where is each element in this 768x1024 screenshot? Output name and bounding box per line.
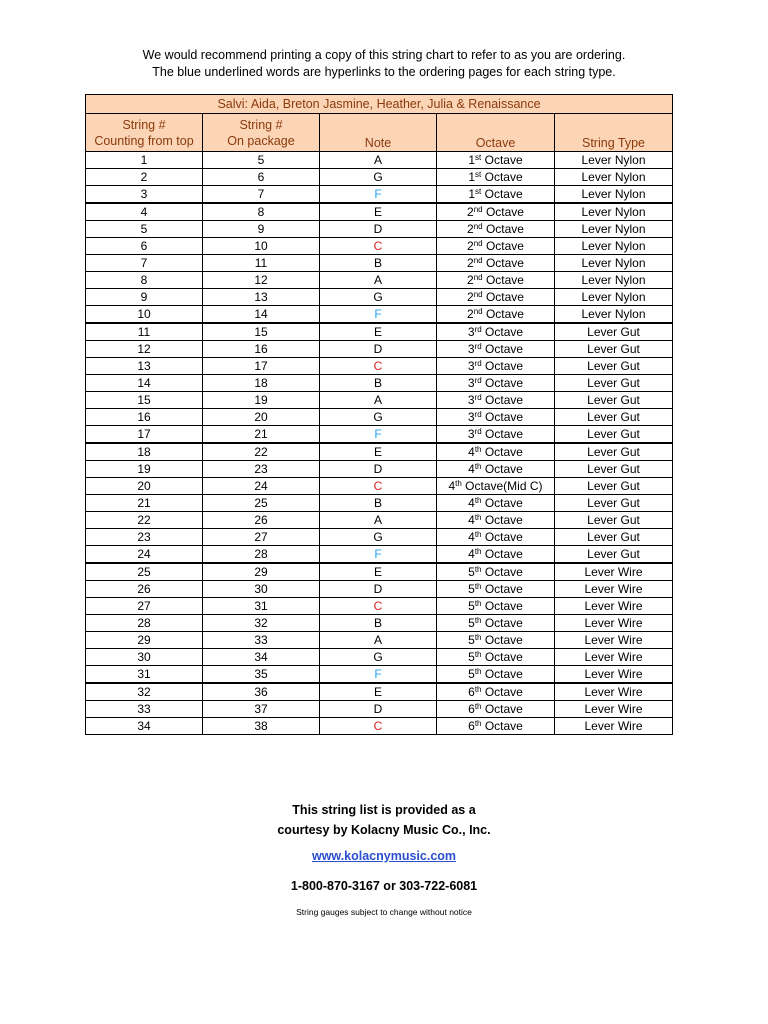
table-row: [86, 203, 673, 221]
cell-octave: 3rd Octave: [437, 392, 555, 409]
cell-note: C: [320, 718, 437, 735]
cell-string-number: 7: [86, 255, 203, 272]
table-row: [86, 152, 673, 169]
table-row: [86, 323, 673, 341]
cell-string-number: 28: [86, 615, 203, 632]
cell-package-number: 32: [203, 615, 320, 632]
cell-octave: 6th Octave: [437, 701, 555, 718]
cell-string-number: 4: [86, 203, 203, 221]
cell-string-type: Lever Wire: [555, 718, 673, 735]
cell-string-type: Lever Wire: [555, 666, 673, 684]
cell-note: D: [320, 581, 437, 598]
cell-string-number: 10: [86, 306, 203, 324]
cell-note: B: [320, 255, 437, 272]
cell-package-number: 37: [203, 701, 320, 718]
cell-octave: 5th Octave: [437, 649, 555, 666]
cell-string-type: Lever Wire: [555, 683, 673, 701]
cell-package-number: 11: [203, 255, 320, 272]
cell-string-number: 32: [86, 683, 203, 701]
cell-string-number: 6: [86, 238, 203, 255]
cell-string-type: Lever Wire: [555, 632, 673, 649]
table-row: [86, 169, 673, 186]
cell-octave: 2nd Octave: [437, 238, 555, 255]
cell-string-number: 14: [86, 375, 203, 392]
cell-octave: 4th Octave: [437, 546, 555, 564]
cell-string-type: Lever Gut: [555, 392, 673, 409]
cell-string-type: Lever Gut: [555, 495, 673, 512]
cell-octave: 1st Octave: [437, 152, 555, 169]
cell-string-type: Lever Wire: [555, 563, 673, 581]
cell-string-number: 13: [86, 358, 203, 375]
cell-note: E: [320, 683, 437, 701]
cell-octave: 5th Octave: [437, 563, 555, 581]
cell-note: D: [320, 461, 437, 478]
cell-string-type: Lever Nylon: [555, 186, 673, 204]
cell-string-type: Lever Nylon: [555, 306, 673, 324]
cell-note: C: [320, 478, 437, 495]
cell-string-type: Lever Gut: [555, 426, 673, 444]
cell-package-number: 7: [203, 186, 320, 204]
cell-package-number: 15: [203, 323, 320, 341]
table-row: [86, 238, 673, 255]
table-row: [86, 718, 673, 735]
cell-package-number: 17: [203, 358, 320, 375]
cell-package-number: 23: [203, 461, 320, 478]
cell-octave: 2nd Octave: [437, 289, 555, 306]
table-row: [86, 409, 673, 426]
cell-note: C: [320, 238, 437, 255]
cell-package-number: 38: [203, 718, 320, 735]
cell-note: F: [320, 666, 437, 684]
cell-package-number: 30: [203, 581, 320, 598]
cell-note: D: [320, 341, 437, 358]
cell-string-type: Lever Gut: [555, 478, 673, 495]
cell-string-number: 29: [86, 632, 203, 649]
cell-octave: 2nd Octave: [437, 272, 555, 289]
header-note: Note: [320, 114, 437, 152]
table-row: [86, 478, 673, 495]
intro-line-2: The blue underlined words are hyperlinks to the ordering pages for each string type.: [152, 65, 616, 79]
cell-octave: 4th Octave: [437, 529, 555, 546]
cell-note: G: [320, 529, 437, 546]
cell-package-number: 8: [203, 203, 320, 221]
cell-package-number: 14: [203, 306, 320, 324]
courtesy-text: This string list is provided as a courtesy by Kolacny Music Co., Inc.: [277, 803, 491, 837]
cell-package-number: 5: [203, 152, 320, 169]
table-row: [86, 426, 673, 444]
table-row: [86, 461, 673, 478]
cell-string-number: 18: [86, 443, 203, 461]
cell-octave: 4th Octave: [437, 443, 555, 461]
cell-note: G: [320, 289, 437, 306]
cell-string-type: Lever Gut: [555, 375, 673, 392]
cell-octave: 5th Octave: [437, 632, 555, 649]
header-octave: Octave: [437, 114, 555, 152]
table-row: [86, 186, 673, 204]
table-row: [86, 255, 673, 272]
cell-package-number: 26: [203, 512, 320, 529]
cell-note: G: [320, 649, 437, 666]
cell-string-number: 5: [86, 221, 203, 238]
cell-string-number: 31: [86, 666, 203, 684]
cell-octave: 4th Octave(Mid C): [437, 478, 555, 495]
cell-string-number: 24: [86, 546, 203, 564]
cell-string-type: Lever Gut: [555, 409, 673, 426]
table-row: [86, 666, 673, 684]
cell-package-number: 25: [203, 495, 320, 512]
header-string-number: String # Counting from top: [86, 114, 203, 152]
phone-numbers: 1-800-870-3167 or 303-722-6081: [290, 879, 478, 893]
cell-string-number: 12: [86, 341, 203, 358]
cell-string-type: Lever Nylon: [555, 221, 673, 238]
cell-note: B: [320, 495, 437, 512]
cell-octave: 1st Octave: [437, 186, 555, 204]
cell-octave: 6th Octave: [437, 718, 555, 735]
cell-string-type: Lever Gut: [555, 443, 673, 461]
cell-string-number: 25: [86, 563, 203, 581]
cell-string-type: Lever Wire: [555, 615, 673, 632]
cell-octave: 2nd Octave: [437, 306, 555, 324]
cell-note: E: [320, 443, 437, 461]
cell-string-type: Lever Gut: [555, 358, 673, 375]
cell-package-number: 12: [203, 272, 320, 289]
header-package-number: String # On package: [203, 114, 320, 152]
cell-package-number: 36: [203, 683, 320, 701]
table-row: [86, 598, 673, 615]
cell-octave: 5th Octave: [437, 598, 555, 615]
cell-octave: 4th Octave: [437, 512, 555, 529]
cell-package-number: 24: [203, 478, 320, 495]
cell-string-type: Lever Wire: [555, 598, 673, 615]
cell-package-number: 27: [203, 529, 320, 546]
cell-note: G: [320, 169, 437, 186]
cell-package-number: 10: [203, 238, 320, 255]
cell-string-type: Lever Gut: [555, 529, 673, 546]
cell-string-number: 20: [86, 478, 203, 495]
table-row: [86, 701, 673, 718]
cell-string-type: Lever Nylon: [555, 152, 673, 169]
cell-note: C: [320, 358, 437, 375]
cell-note: F: [320, 186, 437, 204]
cell-note: A: [320, 632, 437, 649]
table-row: [86, 375, 673, 392]
table-row: [86, 615, 673, 632]
table-row: [86, 632, 673, 649]
cell-octave: 4th Octave: [437, 495, 555, 512]
cell-octave: 2nd Octave: [437, 203, 555, 221]
cell-octave: 3rd Octave: [437, 375, 555, 392]
table-row: [86, 495, 673, 512]
cell-string-number: 26: [86, 581, 203, 598]
cell-octave: 5th Octave: [437, 615, 555, 632]
cell-octave: 5th Octave: [437, 666, 555, 684]
cell-string-type: Lever Nylon: [555, 169, 673, 186]
cell-octave: 3rd Octave: [437, 409, 555, 426]
cell-package-number: 6: [203, 169, 320, 186]
cell-string-type: Lever Nylon: [555, 255, 673, 272]
cell-package-number: 9: [203, 221, 320, 238]
cell-string-number: 9: [86, 289, 203, 306]
cell-package-number: 18: [203, 375, 320, 392]
website-link[interactable]: www.kolacnymusic.com: [311, 849, 457, 863]
cell-octave: 3rd Octave: [437, 426, 555, 444]
cell-string-type: Lever Nylon: [555, 238, 673, 255]
table-row: [86, 443, 673, 461]
cell-package-number: 19: [203, 392, 320, 409]
cell-string-type: Lever Gut: [555, 546, 673, 564]
cell-note: E: [320, 323, 437, 341]
cell-string-type: Lever Gut: [555, 341, 673, 358]
cell-string-number: 19: [86, 461, 203, 478]
table-row: [86, 529, 673, 546]
cell-note: G: [320, 409, 437, 426]
cell-string-type: Lever Gut: [555, 512, 673, 529]
cell-octave: 5th Octave: [437, 581, 555, 598]
cell-package-number: 28: [203, 546, 320, 564]
cell-package-number: 22: [203, 443, 320, 461]
cell-string-number: 15: [86, 392, 203, 409]
cell-note: A: [320, 512, 437, 529]
cell-string-type: Lever Gut: [555, 461, 673, 478]
cell-note: F: [320, 306, 437, 324]
table-row: [86, 563, 673, 581]
cell-string-type: Lever Gut: [555, 323, 673, 341]
cell-string-number: 16: [86, 409, 203, 426]
cell-note: F: [320, 546, 437, 564]
intro-text: [0, 47, 768, 81]
cell-note: A: [320, 152, 437, 169]
cell-note: B: [320, 375, 437, 392]
string-chart-table: [85, 94, 673, 735]
cell-package-number: 34: [203, 649, 320, 666]
cell-octave: 6th Octave: [437, 683, 555, 701]
cell-octave: 2nd Octave: [437, 255, 555, 272]
cell-octave: 3rd Octave: [437, 323, 555, 341]
cell-string-type: Lever Nylon: [555, 289, 673, 306]
cell-octave: 3rd Octave: [437, 341, 555, 358]
cell-string-number: 22: [86, 512, 203, 529]
cell-string-number: 17: [86, 426, 203, 444]
table-row: [86, 341, 673, 358]
cell-package-number: 13: [203, 289, 320, 306]
intro-line-1: We would recommend printing a copy of this string chart to refer to as you are ordering.: [142, 48, 626, 62]
cell-string-number: 1: [86, 152, 203, 169]
cell-package-number: 21: [203, 426, 320, 444]
table-title: Salvi: Aida, Breton Jasmine, Heather, Julia & Renaissance: [86, 95, 673, 114]
cell-note: E: [320, 563, 437, 581]
cell-octave: 1st Octave: [437, 169, 555, 186]
cell-string-number: 3: [86, 186, 203, 204]
cell-string-number: 27: [86, 598, 203, 615]
table-row: [86, 581, 673, 598]
cell-octave: 3rd Octave: [437, 358, 555, 375]
cell-package-number: 29: [203, 563, 320, 581]
table-row: [86, 272, 673, 289]
cell-string-number: 8: [86, 272, 203, 289]
cell-string-number: 21: [86, 495, 203, 512]
cell-string-number: 30: [86, 649, 203, 666]
cell-package-number: 16: [203, 341, 320, 358]
cell-note: A: [320, 392, 437, 409]
cell-note: E: [320, 203, 437, 221]
table-row: [86, 392, 673, 409]
cell-string-type: Lever Wire: [555, 701, 673, 718]
cell-note: F: [320, 426, 437, 444]
cell-string-type: Lever Nylon: [555, 203, 673, 221]
cell-string-number: 33: [86, 701, 203, 718]
table-row: [86, 306, 673, 324]
table-row: [86, 358, 673, 375]
table-row: [86, 683, 673, 701]
table-row: [86, 512, 673, 529]
cell-package-number: 33: [203, 632, 320, 649]
cell-octave: 2nd Octave: [437, 221, 555, 238]
cell-octave: 4th Octave: [437, 461, 555, 478]
gauges-note: String gauges subject to change without notice: [296, 907, 472, 917]
cell-note: A: [320, 272, 437, 289]
cell-package-number: 35: [203, 666, 320, 684]
cell-note: C: [320, 598, 437, 615]
cell-note: B: [320, 615, 437, 632]
header-string-type: String Type: [555, 114, 673, 152]
cell-note: D: [320, 221, 437, 238]
cell-string-type: Lever Nylon: [555, 272, 673, 289]
table-row: [86, 649, 673, 666]
cell-package-number: 31: [203, 598, 320, 615]
cell-package-number: 20: [203, 409, 320, 426]
cell-string-type: Lever Wire: [555, 581, 673, 598]
cell-string-number: 34: [86, 718, 203, 735]
cell-string-number: 23: [86, 529, 203, 546]
cell-string-type: Lever Wire: [555, 649, 673, 666]
cell-note: D: [320, 701, 437, 718]
table-row: [86, 221, 673, 238]
table-row: [86, 546, 673, 564]
table-row: [86, 289, 673, 306]
cell-string-number: 11: [86, 323, 203, 341]
cell-string-number: 2: [86, 169, 203, 186]
